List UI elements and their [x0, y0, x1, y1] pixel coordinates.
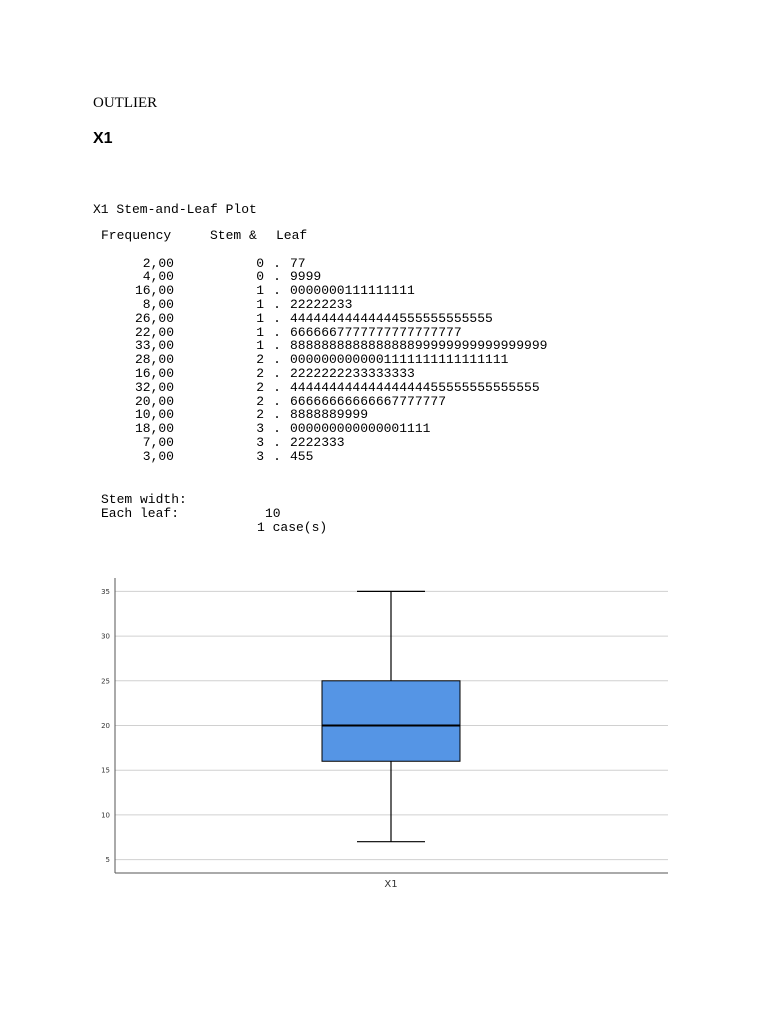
row-frequency: 32,00 — [134, 379, 174, 395]
row-separator: . — [273, 352, 281, 368]
row-separator: . — [273, 255, 281, 271]
row-leaf: 8888889999 — [290, 407, 369, 423]
row-separator: . — [273, 338, 281, 354]
row-leaf: 66666666666667777777 — [290, 393, 447, 409]
y-tick-label: 30 — [101, 632, 110, 641]
row-leaf: 44444444444444555555555555 — [290, 310, 493, 326]
row-frequency: 2,00 — [142, 255, 174, 271]
row-separator: . — [273, 310, 281, 326]
row-frequency: 16,00 — [134, 365, 174, 381]
row-separator: . — [273, 448, 281, 464]
row-leaf: 888888888888888899999999999999999 — [290, 338, 548, 354]
row-stem: 3 — [256, 448, 264, 464]
row-frequency: 3,00 — [142, 448, 174, 464]
row-frequency: 33,00 — [134, 338, 174, 354]
row-frequency: 16,00 — [134, 283, 174, 299]
row-leaf: 0000000111111111 — [290, 283, 415, 299]
row-leaf: 0000000000001111111111111111 — [290, 352, 509, 368]
row-leaf: 2222222233333333 — [290, 365, 415, 381]
iqr-box — [322, 681, 460, 761]
stem-width-label: Stem width: — [101, 492, 187, 507]
row-separator: . — [273, 434, 281, 450]
row-separator: . — [273, 296, 281, 312]
y-tick-label: 5 — [105, 856, 110, 865]
row-stem: 1 — [256, 310, 264, 326]
row-leaf: 455 — [290, 448, 314, 464]
stem-width-value: 10 — [265, 506, 281, 521]
row-separator: . — [273, 393, 281, 409]
row-separator: . — [273, 283, 281, 299]
row-frequency: 10,00 — [134, 407, 174, 423]
row-stem: 1 — [256, 338, 264, 354]
frequency-header: Frequency — [101, 228, 172, 243]
row-stem: 2 — [256, 365, 264, 381]
row-frequency: 20,00 — [134, 393, 174, 409]
row-separator: . — [273, 407, 281, 423]
row-stem: 2 — [256, 393, 264, 409]
y-tick-label: 35 — [101, 587, 110, 596]
row-separator: . — [273, 379, 281, 395]
row-stem: 3 — [256, 421, 264, 437]
row-leaf: 22222233 — [290, 296, 353, 312]
section-heading: OUTLIER — [93, 95, 158, 111]
row-stem: 2 — [256, 407, 264, 423]
row-separator: . — [273, 365, 281, 381]
x-category-label: X1 — [384, 879, 398, 890]
row-frequency: 26,00 — [134, 310, 174, 326]
row-leaf: 2222333 — [290, 434, 345, 450]
row-frequency: 22,00 — [134, 324, 174, 340]
stem-header: Stem & — [210, 228, 257, 243]
row-stem: 1 — [256, 283, 264, 299]
row-separator: . — [273, 324, 281, 340]
variable-title: X1 — [93, 130, 113, 147]
row-stem: 1 — [256, 324, 264, 340]
row-leaf: 44444444444444444455555555555555 — [290, 379, 540, 395]
row-frequency: 8,00 — [142, 296, 174, 312]
each-leaf-value: 1 case(s) — [257, 520, 328, 535]
row-separator: . — [273, 421, 281, 437]
row-stem: 1 — [256, 296, 264, 312]
y-tick-label: 20 — [101, 722, 110, 730]
row-stem: 0 — [256, 255, 264, 271]
row-separator: . — [273, 269, 281, 285]
row-frequency: 4,00 — [142, 269, 174, 285]
row-leaf: 9999 — [290, 269, 322, 285]
row-leaf: 000000000000001111 — [290, 421, 431, 437]
y-tick-label: 15 — [101, 766, 110, 775]
leaf-header: Leaf — [276, 228, 308, 243]
row-stem: 0 — [256, 269, 264, 285]
y-tick-label: 25 — [101, 677, 110, 686]
each-leaf-label: Each leaf: — [101, 506, 180, 521]
row-stem: 2 — [256, 352, 264, 368]
y-tick-label: 10 — [101, 811, 110, 820]
row-frequency: 7,00 — [142, 434, 174, 450]
row-frequency: 18,00 — [134, 421, 174, 437]
stem-leaf-title: X1 Stem-and-Leaf Plot — [93, 202, 257, 217]
row-leaf: 77 — [290, 255, 306, 271]
row-frequency: 28,00 — [134, 352, 174, 368]
row-stem: 3 — [256, 434, 264, 450]
row-stem: 2 — [256, 379, 264, 395]
row-leaf: 6666667777777777777777 — [290, 324, 462, 340]
